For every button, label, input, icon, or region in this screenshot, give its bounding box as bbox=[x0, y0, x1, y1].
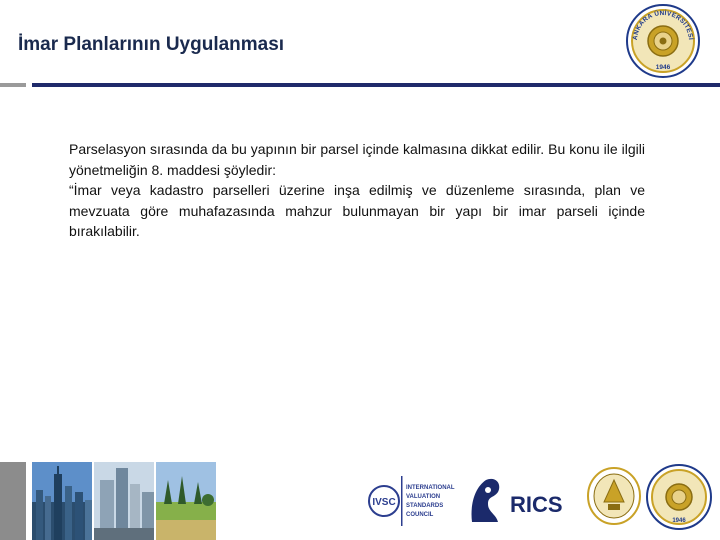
footer-seal-year: 1946 bbox=[672, 518, 686, 524]
ivsc-line-4: COUNCIL bbox=[406, 512, 434, 518]
footer-strip bbox=[0, 462, 720, 540]
ivsc-logo bbox=[368, 470, 464, 532]
slide-title: İmar Planlarının Uygulanması bbox=[18, 34, 285, 55]
header-rule bbox=[32, 83, 720, 87]
ivsc-line-1: INTERNATIONAL bbox=[406, 485, 455, 491]
seal-arc-text: ANKARA ÜNİVERSİTESİ bbox=[631, 9, 694, 41]
footer-accent-bar bbox=[0, 462, 26, 540]
ivsc-mark: IVSC bbox=[372, 497, 396, 508]
ivsc-line-3: STANDARDS bbox=[406, 503, 444, 509]
ivsc-line-2: VALUATION bbox=[406, 494, 441, 500]
header-rule-accent bbox=[0, 83, 26, 87]
rics-logo bbox=[466, 470, 578, 532]
footer-seal-gold bbox=[586, 466, 642, 526]
seal-year: 1946 bbox=[655, 64, 671, 71]
body-text bbox=[69, 139, 645, 242]
paragraph-2: “İmar veya kadastro parselleri üzerine inşa edilmiş ve düzenleme sırasında, plan ve mevzuata göre muhafazasında mahzur bulunmayan bir yapı bir imar parseli içinde bırakılabilir. bbox=[69, 182, 645, 239]
university-seal-logo bbox=[626, 4, 700, 78]
footer-university-seal bbox=[646, 464, 712, 530]
lion-icon bbox=[472, 479, 500, 522]
countryside-photo bbox=[156, 462, 216, 540]
city-skyline-photo bbox=[32, 462, 92, 540]
rics-wordmark: RICS bbox=[510, 492, 563, 517]
office-towers-photo bbox=[94, 462, 154, 540]
paragraph-1: Parselasyon sırasında da bu yapının bir parsel içinde kalmasına dikkat edilir. Bu konu ile ilgili yönetmeliğin 8. maddesi şöyledir: bbox=[69, 141, 645, 178]
